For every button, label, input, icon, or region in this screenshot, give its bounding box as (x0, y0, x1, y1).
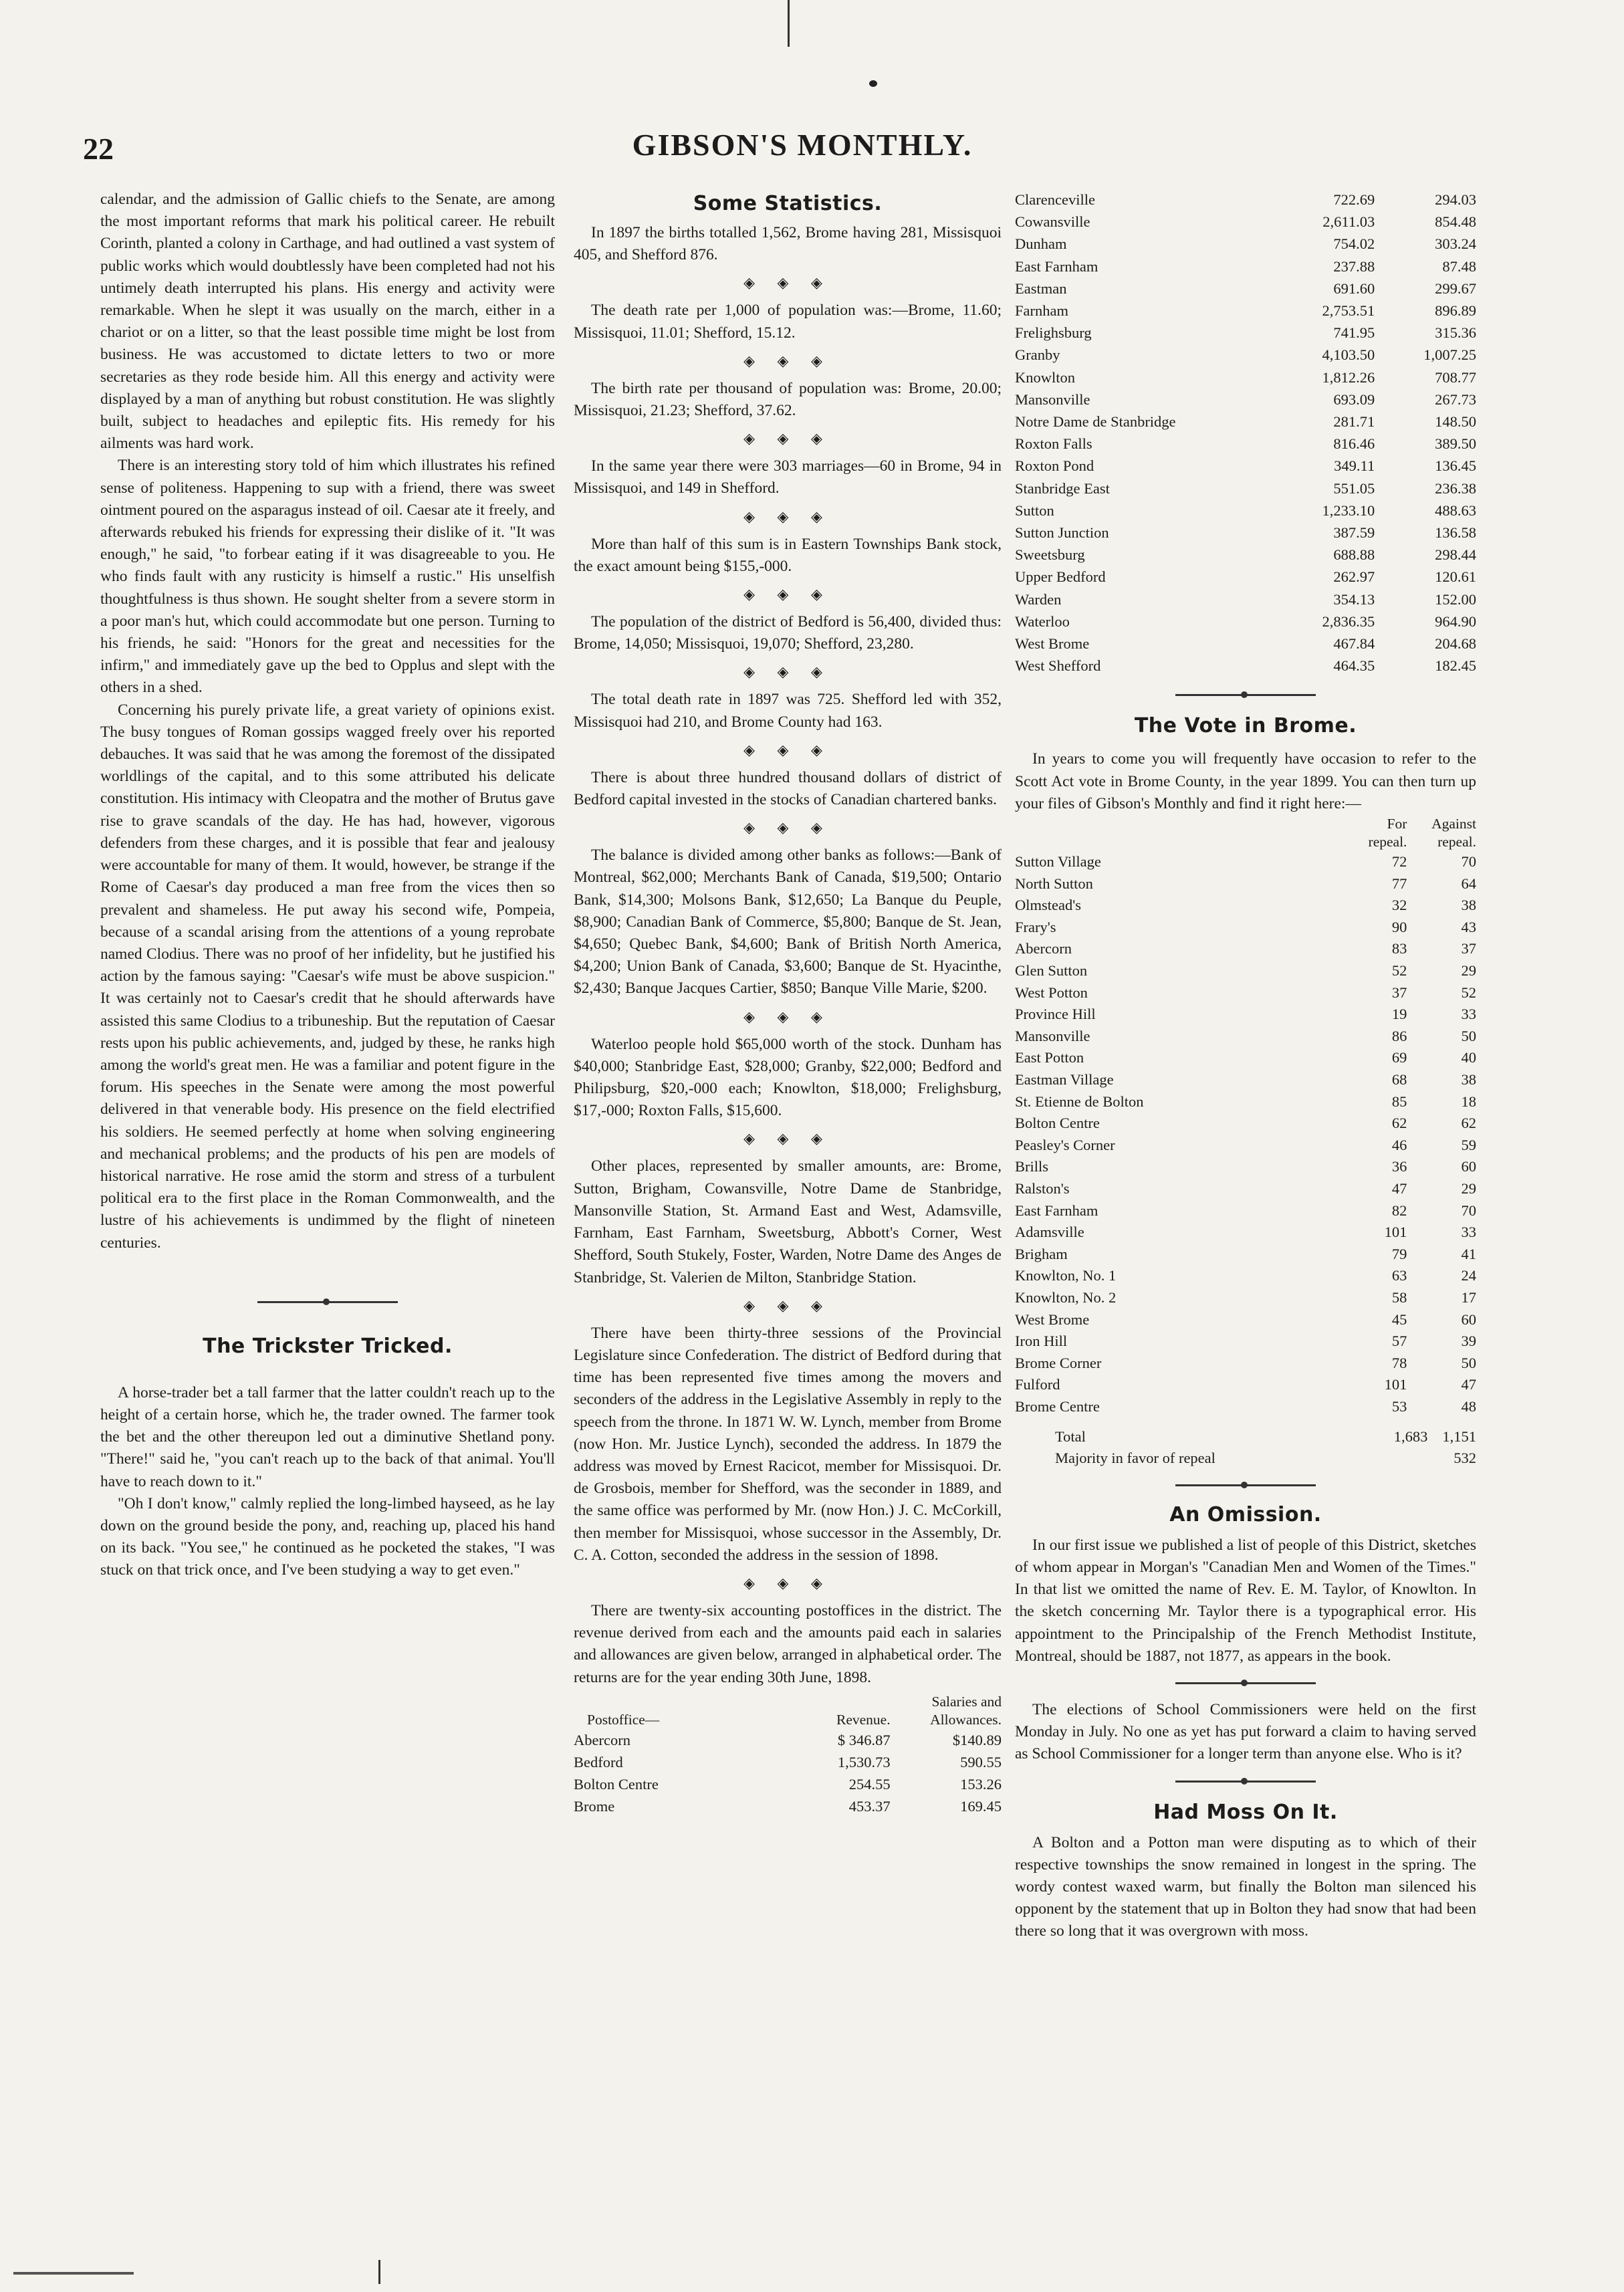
vote-place: East Potton (1015, 1049, 1084, 1066)
column-header: Against (1431, 816, 1476, 832)
vote-for: 78 (1391, 1354, 1407, 1371)
table-row (574, 1795, 1002, 1817)
table-row (1015, 1135, 1476, 1157)
vote-place: Brome Centre (1015, 1397, 1100, 1415)
vote-place: Brills (1015, 1158, 1049, 1175)
revenue-cell: 281.71 (1333, 413, 1375, 431)
revenue-cell: 1,812.26 (1322, 368, 1375, 386)
paragraph: In years to come you will frequently have occasion to refer to the Scott Act vote in Brome County, in the year 1899. You can then turn up your files of Gibson's Monthly and find it right here:— (1015, 750, 1476, 812)
vote-place: West Potton (1015, 984, 1088, 1001)
postoffice-name: Stanbridge East (1015, 479, 1110, 497)
table-row (1015, 322, 1476, 344)
vote-table (1015, 815, 1476, 1417)
vote-against: 33 (1461, 1224, 1476, 1241)
total-for: 1,683 (1393, 1427, 1428, 1445)
vote-against: 64 (1461, 875, 1476, 892)
paragraph: "Oh I don't know," calmly replied the long-limbed hayseed, as he lay down on the ground beside the pony, and, reaching up, placed his hand on its back. "You see," he continued as he pocketed the stakes, "I was stuck on that trick once, and I've been studying a way to get even." (100, 1494, 555, 1579)
table-row (1015, 455, 1476, 477)
table-row (1015, 1091, 1476, 1113)
salary-cell: 708.77 (1435, 368, 1476, 386)
postoffice-name: Cowansville (1015, 213, 1090, 231)
salary-cell: 152.00 (1435, 590, 1476, 608)
column-header: For (1387, 816, 1407, 832)
column-header: Allowances. (930, 1711, 1002, 1728)
vote-for: 57 (1391, 1333, 1407, 1350)
revenue-cell: 693.09 (1333, 390, 1375, 408)
vote-place: Brome Corner (1015, 1354, 1102, 1371)
revenue-cell: 464.35 (1333, 657, 1375, 675)
table-row (1015, 1244, 1476, 1266)
vote-against: 60 (1461, 1158, 1476, 1175)
salary-cell: 204.68 (1435, 635, 1476, 653)
salary-cell: 294.03 (1435, 191, 1476, 208)
paragraph: The elections of School Commissioners were held on the first Monday in July. No one as yet has put forward a claim to having served as School Commissioner for a longer term than anyone else. Who is it? (1015, 1700, 1476, 1763)
revenue-cell: 453.37 (848, 1798, 891, 1815)
revenue-cell: 262.97 (1333, 568, 1375, 586)
postoffice-name: Granby (1015, 346, 1060, 364)
vote-for: 19 (1391, 1006, 1407, 1023)
vote-against: 38 (1461, 897, 1476, 914)
vote-place: Ralston's (1015, 1179, 1070, 1197)
vote-place: Iron Hill (1015, 1333, 1068, 1350)
vote-place: Peasley's Corner (1015, 1136, 1115, 1153)
vote-against: 40 (1461, 1049, 1476, 1066)
vote-for: 77 (1391, 875, 1407, 892)
paragraph: There are twenty-six accounting postoffices in the district. The revenue derived from each and the amounts paid each in salaries and allowances are given below, arranged in alphabetical order. The returns are for the year ending 30th June, 1898. (574, 1601, 1002, 1686)
salary-cell: 153.26 (960, 1776, 1002, 1793)
vote-place: Bolton Centre (1015, 1115, 1100, 1132)
vote-for: 68 (1391, 1071, 1407, 1088)
majority-label: Majority in favor of repeal (1055, 1450, 1215, 1467)
vote-for: 37 (1391, 984, 1407, 1001)
vote-against: 70 (1461, 853, 1476, 871)
paragraph: The birth rate per thousand of population was: Brome, 20.00; Missisquoi, 21.23; Shefford, 37.62. (574, 379, 1002, 420)
revenue-cell: 688.88 (1333, 546, 1375, 564)
vote-place: Brigham (1015, 1245, 1068, 1262)
table-row (1015, 1156, 1476, 1178)
vote-for: 72 (1391, 853, 1407, 871)
table-row (1015, 917, 1476, 939)
section-rule (1175, 1682, 1316, 1684)
page-number: 22 (83, 132, 114, 166)
postoffice-name: Roxton Falls (1015, 435, 1092, 453)
postoffice-table (574, 1693, 1002, 1818)
vote-against: 39 (1461, 1333, 1476, 1350)
paragraph: The death rate per 1,000 of population was:—Brome, 11.60; Missisquoi, 11.01; Shefford, 15.12. (574, 302, 1002, 342)
table-row (574, 1751, 1002, 1773)
vote-against: 41 (1461, 1245, 1476, 1262)
table-row (1015, 211, 1476, 233)
table-row (1015, 1396, 1476, 1418)
postoffice-name: Bedford (574, 1753, 623, 1770)
table-row (1015, 344, 1476, 366)
postoffice-name: Sutton Junction (1015, 524, 1109, 542)
vote-for: 85 (1391, 1093, 1407, 1110)
revenue-cell: 354.13 (1333, 590, 1375, 608)
salary-cell: 389.50 (1435, 435, 1476, 453)
table-row (1015, 938, 1476, 960)
vote-against: 62 (1461, 1115, 1476, 1132)
vote-for: 63 (1391, 1267, 1407, 1284)
postoffice-name: Abercorn (574, 1731, 630, 1748)
table-row (1015, 411, 1476, 433)
table-row (1015, 477, 1476, 499)
table-row (1015, 433, 1476, 455)
scan-mark-dot (869, 80, 877, 87)
vote-for: 101 (1384, 1224, 1407, 1241)
ornament: ◈ ◈ ◈ (743, 1296, 832, 1314)
revenue-cell: 2,753.51 (1322, 302, 1375, 320)
ornament: ◈ ◈ ◈ (743, 1574, 832, 1591)
scan-mark-bottom (378, 2260, 380, 2284)
column-header: Postoffice— (587, 1711, 660, 1728)
salary-cell: 854.48 (1435, 213, 1476, 231)
vote-for: 90 (1391, 918, 1407, 935)
revenue-cell: 349.11 (1334, 457, 1375, 475)
scan-mark-top (788, 0, 790, 47)
table-row (1015, 366, 1476, 388)
postoffice-name: Clarenceville (1015, 191, 1095, 208)
table-row (1015, 566, 1476, 588)
table-row (1015, 1047, 1476, 1069)
majority-value: 532 (1454, 1450, 1476, 1467)
vote-place: Adamsville (1015, 1224, 1084, 1241)
postoffice-name: Upper Bedford (1015, 568, 1106, 586)
vote-against: 60 (1461, 1310, 1476, 1328)
vote-against: 50 (1461, 1027, 1476, 1044)
ornament: ◈ ◈ ◈ (743, 352, 832, 369)
vote-place: East Farnham (1015, 1201, 1098, 1219)
column-right (1015, 189, 1476, 1943)
vote-against: 38 (1461, 1071, 1476, 1088)
table-row (1015, 1353, 1476, 1375)
salary-cell: 964.90 (1435, 612, 1476, 630)
salary-cell: 315.36 (1435, 324, 1476, 342)
vote-against: 59 (1461, 1136, 1476, 1153)
table-row (1015, 873, 1476, 895)
paragraph: The balance is divided among other banks as follows:—Bank of Montreal, $62,000; Merchants Bank of Canada, $19,500; Ontario Bank, $14,300; Molsons Bank, $12,650; La Banque du Peuple, $8,900; Canadian Bank of Commerce, $5,800; Banque de St. Jean, $4,650; Quebec Bank, $4,600; Bank of British North America, $4,200; Union Bank of Canada, $3,600; Banque de St. Hyacinthe, $2,430; Banque Jacques Cartier, $850; Banque Ville Marie, $200. (574, 846, 1002, 998)
table-row (1015, 1069, 1476, 1091)
table-row (1015, 610, 1476, 633)
revenue-cell: 1,530.73 (837, 1753, 891, 1770)
ornament: ◈ ◈ ◈ (743, 1130, 832, 1147)
ornament: ◈ ◈ ◈ (743, 274, 832, 292)
article-title: An Omission. (1169, 1502, 1322, 1526)
table-row (1015, 277, 1476, 300)
vote-place: West Brome (1015, 1310, 1090, 1328)
paragraph: There is an interesting story told of him which illustrates his refined sense of politeness. Happening to sup with a friend, there was sweet ointment poured on the asparagus instead of oil. Caesar ate it freely, and afterwards rebuked his friends for expressing their dislike of it. "It was enough," he said, "to forbear eating if it was disagreeable to you. He who finds fault with any rusticity is himself a rustic." His unselfish thoughtfulness is thus shown. He sought shelter from a severe storm in a poor man's hut, which could accommodate but one person. Turning to his friends, he said: "Honors for the great and necessities for the infirm," and immediately gave up the bed to Opplus and slept with the others in a shed. (100, 457, 555, 697)
table-row (1015, 1309, 1476, 1331)
paragraph: In the same year there were 303 marriages—60 in Brome, 94 in Missisquoi, and 149 in Shefford. (574, 457, 1002, 497)
paragraph: More than half of this sum is in Eastern Townships Bank stock, the exact amount being $155,-000. (574, 535, 1002, 575)
vote-for: 79 (1391, 1245, 1407, 1262)
article-title: Some Statistics. (693, 192, 883, 215)
ornament: ◈ ◈ ◈ (743, 819, 832, 836)
postoffice-name: Sweetsburg (1015, 546, 1085, 564)
column-header: repeal. (1437, 834, 1476, 850)
table-row (1015, 189, 1476, 211)
table-row (1015, 1222, 1476, 1244)
table-row (1015, 1004, 1476, 1026)
ornament: ◈ ◈ ◈ (743, 741, 832, 758)
table-row (1015, 982, 1476, 1004)
vote-against: 33 (1461, 1006, 1476, 1023)
postoffice-name: Warden (1015, 590, 1062, 608)
vote-place: North Sutton (1015, 875, 1093, 892)
revenue-cell: 816.46 (1333, 435, 1375, 453)
table-row (1015, 255, 1476, 277)
table-row (1015, 895, 1476, 917)
revenue-cell: 254.55 (848, 1776, 891, 1793)
postoffice-name: Frelighsburg (1015, 324, 1092, 342)
postoffice-name: Bolton Centre (574, 1776, 659, 1793)
postoffice-table-continued (1015, 189, 1476, 677)
revenue-cell: 4,103.50 (1322, 346, 1375, 364)
paragraph: Other places, represented by smaller amounts, are: Brome, Sutton, Brigham, Cowansville, Notre Dame de Stanbridge, Mansonville Station, St. Armand East and West, Adamsville, Farnham, East Farnham, Sweetsburg, Abbott's Corner, West Shefford, South Stukely, Foster, Warden, Notre Dame des Anges de Stanbridge, St. Valerien de Milton, Stanbridge Station. (574, 1157, 1002, 1286)
table-row (1015, 300, 1476, 322)
total-label: Total (1055, 1427, 1086, 1445)
postoffice-name: Mansonville (1015, 390, 1090, 408)
salary-cell: 182.45 (1435, 657, 1476, 675)
salary-cell: 136.58 (1435, 524, 1476, 542)
paragraph: calendar, and the admission of Gallic chiefs to the Senate, are among the most important reforms that mark his political career. He rebuilt Corinth, planted a colony in Carthage, and had outlined a vast system of public works which would doubtlessly have been completed had not his untimely death interrupted his plans. His energy and activity were remarkable. When he slept it was usually on the march, either in a chariot or on a litter, so that the least possible time might be lost from business. He was accustomed to dictate letters to two or more secretaries as they rode beside him. All this energy and activity were displayed by a man of anything but robust constitution. He was slightly built, subject to headaches and epileptic fits. His remedy for his ailments was hard work. (100, 191, 555, 453)
section-rule (1175, 1484, 1316, 1486)
table-row (1015, 1374, 1476, 1396)
vote-place: St. Etienne de Bolton (1015, 1093, 1144, 1110)
paragraph: Waterloo people hold $65,000 worth of the stock. Dunham has $40,000; Stanbridge East, $28,000; Granby, $22,000; Bedford and Philipsburg, $20,-000 each; Knowlton, $18,000; Frelighsburg, $17,-000; Roxton Falls, $15,600. (574, 1035, 1002, 1120)
table-row (1015, 522, 1476, 544)
salary-cell: 236.38 (1435, 479, 1476, 497)
vote-against: 52 (1461, 984, 1476, 1001)
section-rule (257, 1301, 398, 1303)
table-row (1015, 1178, 1476, 1200)
table-row (1015, 633, 1476, 655)
vote-for: 45 (1391, 1310, 1407, 1328)
vote-against: 70 (1461, 1201, 1476, 1219)
table-row (1015, 388, 1476, 411)
vote-for: 82 (1391, 1201, 1407, 1219)
postoffice-name: Farnham (1015, 302, 1068, 320)
paragraph: In 1897 the births totalled 1,562, Brome having 281, Missisquoi 405, and Shefford 876. (574, 224, 1002, 264)
vote-against: 48 (1461, 1397, 1476, 1415)
vote-place: Olmstead's (1015, 897, 1082, 914)
column-left (100, 189, 555, 1582)
postoffice-name: Dunham (1015, 235, 1067, 253)
table-row (1015, 233, 1476, 255)
table-row (1015, 655, 1476, 677)
table-row (1015, 588, 1476, 610)
vote-against: 29 (1461, 1179, 1476, 1197)
revenue-cell: 2,611.03 (1322, 213, 1375, 231)
vote-place: Fulford (1015, 1376, 1060, 1393)
revenue-cell: 754.02 (1333, 235, 1375, 253)
article-title: The Trickster Tricked. (203, 1334, 453, 1358)
vote-for: 36 (1391, 1158, 1407, 1175)
vote-against: 18 (1461, 1093, 1476, 1110)
salary-cell: 136.45 (1435, 457, 1476, 475)
revenue-cell: 387.59 (1333, 524, 1375, 542)
table-row (1015, 544, 1476, 566)
table-row (574, 1773, 1002, 1795)
revenue-cell: 2,836.35 (1322, 612, 1375, 630)
vote-against: 29 (1461, 962, 1476, 980)
table-row (574, 1729, 1002, 1751)
paragraph: In our first issue we published a list of people of this District, sketches of whom appear in Morgan's "Canadian Men and Women of the Times." In that list we omitted the name of Rev. E. M. Taylor, of Knowlton. In the sketch concerning Mr. Taylor there is a typographical error. His appointment to the Principalship of the French Methodist Institute, Montreal, should be 1887, not 1877, as appears in the book. (1015, 1536, 1476, 1665)
scan-mark-bottom-left (13, 2272, 134, 2275)
postoffice-name: East Farnham (1015, 257, 1098, 275)
article-title: The Vote in Brome. (1134, 714, 1357, 738)
vote-against: 50 (1461, 1354, 1476, 1371)
paragraph: A horse-trader bet a tall farmer that the latter couldn't reach up to the height of a certain horse, which he, the trader owned. The farmer took the bet and the other thereupon led out a diminutive Shetland pony. "There!" said he, "you can't reach up to the back of that animal. You'll have to reach down to it." (100, 1383, 555, 1490)
postoffice-name: Brome (574, 1798, 615, 1815)
vote-against: 17 (1461, 1288, 1476, 1306)
paragraph: There is about three hundred thousand dollars of district of Bedford capital invested in the stocks of Canadian chartered banks. (574, 768, 1002, 809)
salary-cell: 148.50 (1435, 413, 1476, 431)
vote-place: Abercorn (1015, 940, 1072, 957)
paragraph: The total death rate in 1897 was 725. Shefford led with 352, Missisquoi had 210, and Brome County had 163. (574, 691, 1002, 731)
vote-place: Knowlton, No. 1 (1015, 1267, 1117, 1284)
total-against: 1,151 (1442, 1427, 1476, 1445)
vote-place: Province Hill (1015, 1006, 1096, 1023)
salary-cell: 87.48 (1442, 257, 1476, 275)
salary-cell: 590.55 (960, 1753, 1002, 1770)
section-rule (1175, 1781, 1316, 1783)
salary-cell: 488.63 (1435, 501, 1476, 519)
vote-place: Mansonville (1015, 1027, 1090, 1044)
table-row (1015, 1026, 1476, 1048)
masthead: GIBSON'S MONTHLY. (632, 128, 973, 162)
article-title: Had Moss On It. (1153, 1800, 1338, 1824)
postoffice-name: West Shefford (1015, 657, 1101, 675)
vote-for: 69 (1391, 1049, 1407, 1066)
vote-for: 47 (1391, 1179, 1407, 1197)
table-row (1015, 499, 1476, 522)
salary-cell: 303.24 (1435, 235, 1476, 253)
table-row (1015, 960, 1476, 982)
vote-for: 32 (1391, 897, 1407, 914)
revenue-cell: 237.88 (1333, 257, 1375, 275)
paragraph: Concerning his purely private life, a great variety of opinions exist. The busy tongues of Roman gossips wagged freely over his reported debauches. It was said that he was among the foremost of the dissipated worldlings of the capital, and to this some attributed his delicate constitution. His intimacy with Cleopatra and the mother of Brutus gave rise to grave scandals of the day. He has had, however, vigorous defenders from these charges, and it is possible that fear and jealousy were accountable for many of them. It would, however, be strange if the Rome of Caesar's day produced a man free from the vices then so prevalent and shameless. He put away his second wife, Pompeia, because of a scandal arising from the attentions of a young reprobate named Clodius. There was no proof of her infidelity, but he justified his action by the famous saying: "Caesar's wife must be above suspicion." It was certainly not to Caesar's credit that he should afterwards have assisted this same Clodius to a tribuneship. But the reputation of Caesar rests upon his public achievements, and, judged by these, he ranks high among the world's great men. He was a familiar and potent figure in the forum. His speeches in the Senate were among the most powerful delivered in that venerable body. His presence on the field electrified his soldiers. He seemed perfectly at home when solving engineering and mechanical problems; and the products of his pen are models of historical narrative. He rose amid the storm and stress of a turbulent political era to the first place in the Roman Commonwealth, and the lustre of his achievements is undimmed by the flight of nineteen centuries. (100, 701, 555, 1252)
table-row (1015, 1200, 1476, 1222)
revenue-cell: $ 346.87 (837, 1731, 891, 1748)
vote-against: 43 (1461, 918, 1476, 935)
section-rule (1175, 694, 1316, 696)
vote-place: Eastman Village (1015, 1071, 1114, 1088)
postoffice-name: Notre Dame de Stanbridge (1015, 413, 1176, 431)
column-middle (574, 189, 1002, 1818)
ornament: ◈ ◈ ◈ (743, 430, 832, 447)
salary-cell: 299.67 (1435, 279, 1476, 297)
vote-against: 24 (1461, 1267, 1476, 1284)
postoffice-name: Roxton Pond (1015, 457, 1094, 475)
column-header: repeal. (1368, 834, 1407, 850)
salary-cell: 120.61 (1435, 568, 1476, 586)
vote-for: 53 (1391, 1397, 1407, 1415)
vote-place: Knowlton, No. 2 (1015, 1288, 1117, 1306)
paragraph: There have been thirty-three sessions of the Provincial Legislature since Confederation. The district of Bedford during that time has been represented five times among the movers and seconders of the address in the Legislative Assembly in reply to the speech from the throne. In 1871 W. W. Lynch, member from Brome (now Hon. Mr. Justice Lynch), seconded the address. In 1879 the address was moved by Ernest Racicot, member for Missisquoi. Dr. de Grosbois, member for Shefford, was the seconder in 1889, and the same office was performed by Mr. (now Hon.) J. C. McCorkill, then member for Missisquoi, whose successor in the Assembly, Dr. C. A. Cotton, seconded the address in the session of 1898. (574, 1324, 1002, 1564)
revenue-cell: 741.95 (1333, 324, 1375, 342)
revenue-cell: 691.60 (1333, 279, 1375, 297)
vote-for: 58 (1391, 1288, 1407, 1306)
postoffice-name: Sutton (1015, 501, 1054, 519)
column-header: Salaries and (931, 1693, 1002, 1710)
vote-against: 47 (1461, 1376, 1476, 1393)
salary-cell: 169.45 (960, 1798, 1002, 1815)
revenue-cell: 722.69 (1333, 191, 1375, 208)
postoffice-name: Waterloo (1015, 612, 1070, 630)
vote-place: Frary's (1015, 918, 1056, 935)
salary-cell: $140.89 (952, 1731, 1002, 1748)
table-row (1015, 1113, 1476, 1135)
vote-for: 46 (1391, 1136, 1407, 1153)
postoffice-name: West Brome (1015, 635, 1090, 653)
vote-against: 37 (1461, 940, 1476, 957)
revenue-cell: 551.05 (1333, 479, 1375, 497)
salary-cell: 1,007.25 (1423, 346, 1476, 364)
vote-for: 83 (1391, 940, 1407, 957)
vote-place: Glen Sutton (1015, 962, 1088, 980)
paragraph: The population of the district of Bedford is 56,400, divided thus: Brome, 14,050; Missisquoi, 19,070; Shefford, 23,280. (574, 613, 1002, 653)
column-header: Revenue. (836, 1711, 891, 1728)
table-row (1015, 1265, 1476, 1287)
ornament: ◈ ◈ ◈ (743, 586, 832, 603)
vote-for: 101 (1384, 1376, 1407, 1393)
revenue-cell: 467.84 (1333, 635, 1375, 653)
salary-cell: 298.44 (1435, 546, 1476, 564)
postoffice-name: Eastman (1015, 279, 1067, 297)
paragraph: A Bolton and a Potton man were disputing as to which of their respective townships the snow remained in longest in the spring. The wordy contest waxed warm, but finally the Bolton man silenced his opponent by the statement that up in Bolton they had snow that had been there so long that it was overgrown with moss. (1015, 1833, 1476, 1940)
vote-place: Sutton Village (1015, 853, 1101, 871)
vote-for: 52 (1391, 962, 1407, 980)
table-row (1015, 851, 1476, 873)
salary-cell: 267.73 (1435, 390, 1476, 408)
vote-for: 62 (1391, 1115, 1407, 1132)
table-row (1015, 1287, 1476, 1309)
ornament: ◈ ◈ ◈ (743, 1008, 832, 1025)
table-row (1015, 1331, 1476, 1353)
vote-for: 86 (1391, 1027, 1407, 1044)
salary-cell: 896.89 (1435, 302, 1476, 320)
revenue-cell: 1,233.10 (1322, 501, 1375, 519)
vote-totals (1015, 1418, 1476, 1470)
postoffice-name: Knowlton (1015, 368, 1075, 386)
ornament: ◈ ◈ ◈ (743, 663, 832, 681)
ornament: ◈ ◈ ◈ (743, 507, 832, 525)
